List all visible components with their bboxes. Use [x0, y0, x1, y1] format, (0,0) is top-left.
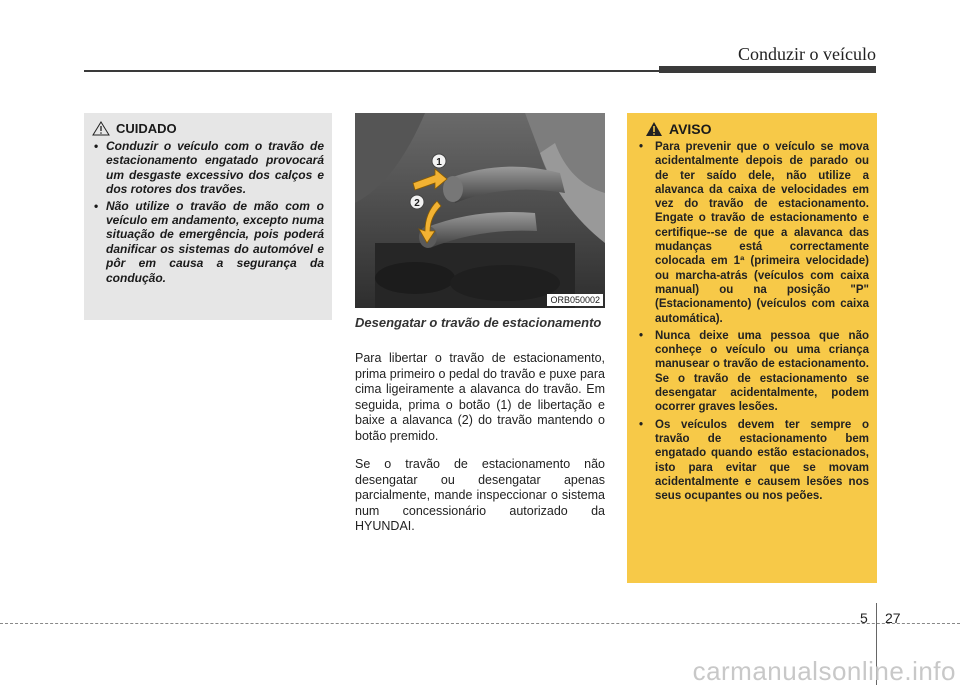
caution-list	[92, 139, 324, 285]
warning-title: AVISO	[669, 121, 712, 137]
callout-2	[410, 195, 424, 209]
warning-box	[627, 113, 877, 583]
warning-triangle-filled-icon	[645, 121, 663, 137]
section-heading: Desengatar o travão de estacionamento	[355, 315, 602, 330]
caution-box	[84, 113, 332, 320]
parking-brake-photo	[355, 113, 605, 308]
section-paragraph: Para libertar o travão de estacionamento, prima primeiro o pedal do travão e puxe para cima ligeiramente a alavanca do travão. Em seguida, prima o botão (1) de libertação e baixe a alavanca (2) do travão mantendo o botão premido.	[355, 351, 605, 443]
page-header-title: Conduzir o veículo	[738, 44, 876, 64]
caution-title: CUIDADO	[116, 121, 177, 136]
page-number: 27	[885, 610, 901, 626]
callout-1	[432, 154, 446, 168]
svg-text:1: 1	[436, 157, 442, 168]
caution-title-row	[92, 121, 324, 136]
warning-title-row	[645, 121, 869, 137]
footer-rule	[0, 623, 960, 624]
header-rule-accent	[659, 66, 876, 73]
warning-item: • Para prevenir que o veículo se mova acidentalmente depois de parado ou de ter saído dele, não utilize a alavanca da caixa de velocidades em vez do travão de estacionamento. Engate o travão de estacionamento e certifique--se de que a alavanca das mudanças está correctamente colocada em 1ª (primeira velocidade) ou marcha-atrás (veículos com caixa manual) ou na posição "P" (Estacionamento) (veículos com caixa automática).	[639, 141, 869, 325]
figure-code: ORB050002	[547, 294, 603, 306]
warning-item: • Os veículos devem ter sempre o travão de estacionamento bem engatado quando estão estacionados, isto para evitar que se movam acidentalmente e causem lesões nos seus ocupantes ou nos peões.	[639, 418, 869, 503]
caution-item: • Conduzir o veículo com o travão de estacionamento engatado provocará um desgaste excessivo dos calços e dos rotores dos travões.	[94, 139, 324, 197]
warning-item: • Nunca deixe uma pessoa que não conheçe o veículo ou uma criança manusear o travão de estacionamento. Se o travão de estacionamento se desengatar acidentalmente, podem ocorrer graves lesões.	[639, 329, 869, 414]
watermark: carmanualsonline.info	[692, 656, 956, 686]
svg-text:2: 2	[414, 198, 420, 209]
header-rule	[84, 70, 659, 72]
section-paragraph: Se o travão de estacionamento não desengatar ou desengatar apenas parcialmente, mande inspeccionar o sistema num concessionário autorizado da HYUNDAI.	[355, 457, 605, 533]
caution-item: • Não utilize o travão de mão com o veículo em andamento, excepto numa situação de emergência, pois poderá danificar os sistemas do automóvel e pôr em causa a segurança da condução.	[94, 198, 324, 285]
warning-list	[635, 140, 869, 503]
chapter-number: 5	[860, 610, 868, 626]
parking-brake-illustration	[355, 113, 605, 308]
warning-triangle-outline-icon	[92, 121, 110, 136]
